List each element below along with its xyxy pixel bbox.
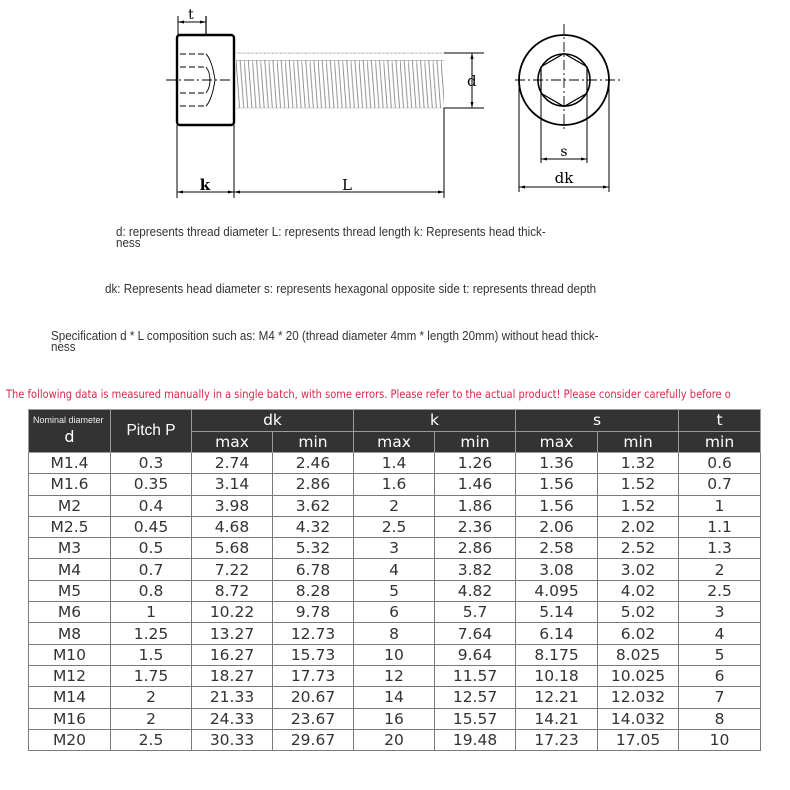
cell-s-min: 10.025 [598, 665, 679, 686]
legend-note-1-text: d: represents thread diameter L: represents thread length k: Represents head thick- [116, 225, 546, 239]
table-row [29, 559, 761, 580]
cell-s-max: 17.23 [516, 729, 598, 750]
cell-pitch: 1.5 [111, 644, 192, 665]
cell-d: M1.4 [29, 453, 111, 474]
end-view [515, 24, 620, 192]
cell-k-min: 2.36 [435, 516, 516, 537]
table-row [29, 516, 761, 537]
legend-note-1 [116, 227, 546, 249]
cell-s-max: 5.14 [516, 602, 598, 623]
cell-k-max: 3 [354, 538, 435, 559]
cell-k-max: 5 [354, 580, 435, 601]
cell-d: M1.6 [29, 474, 111, 495]
table-row [29, 687, 761, 708]
cell-s-max: 14.21 [516, 708, 598, 729]
cell-t-min: 1.1 [679, 516, 761, 537]
label-t: t [188, 7, 194, 23]
table-row [29, 453, 761, 474]
cell-k-max: 8 [354, 623, 435, 644]
cell-s-max: 8.175 [516, 644, 598, 665]
cell-d: M2.5 [29, 516, 111, 537]
header-nominal-diameter [29, 410, 111, 453]
cell-k-min: 1.86 [435, 495, 516, 516]
cell-pitch: 2 [111, 687, 192, 708]
cell-k-min: 4.82 [435, 580, 516, 601]
cell-dk-min: 8.28 [273, 580, 354, 601]
cell-k-max: 6 [354, 602, 435, 623]
cell-s-min: 2.52 [598, 538, 679, 559]
header-row-groups [29, 410, 761, 432]
cell-s-max: 4.095 [516, 580, 598, 601]
table-body [29, 453, 761, 751]
cell-t-min: 2.5 [679, 580, 761, 601]
header-dk: dk [192, 410, 354, 432]
cell-pitch: 1.75 [111, 665, 192, 686]
cell-k-min: 5.7 [435, 602, 516, 623]
spec-note-text: Specification d * L composition such as: M4 * 20 (thread diameter 4mm * length 20mm) without head thick- [51, 329, 599, 343]
cell-k-max: 12 [354, 665, 435, 686]
cell-pitch: 1 [111, 602, 192, 623]
cell-s-min: 2.02 [598, 516, 679, 537]
header-t: t [679, 410, 761, 432]
header-k-min: min [435, 431, 516, 453]
cell-dk-min: 6.78 [273, 559, 354, 580]
cell-t-min: 0.6 [679, 453, 761, 474]
cell-dk-max: 18.27 [192, 665, 273, 686]
spec-note-cont: ness [51, 340, 76, 354]
header-pitch: Pitch P [111, 410, 192, 453]
cell-s-min: 1.52 [598, 474, 679, 495]
table-row [29, 538, 761, 559]
cell-dk-max: 5.68 [192, 538, 273, 559]
cell-s-min: 1.32 [598, 453, 679, 474]
cell-dk-max: 16.27 [192, 644, 273, 665]
spec-note [51, 331, 599, 353]
cell-s-min: 6.02 [598, 623, 679, 644]
cell-dk-max: 13.27 [192, 623, 273, 644]
cell-s-max: 6.14 [516, 623, 598, 644]
cell-t-min: 4 [679, 623, 761, 644]
cell-s-min: 5.02 [598, 602, 679, 623]
cell-dk-min: 23.67 [273, 708, 354, 729]
header-s-max: max [516, 431, 598, 453]
header-k: k [354, 410, 516, 432]
cell-k-max: 1.6 [354, 474, 435, 495]
cell-s-min: 17.05 [598, 729, 679, 750]
cell-k-min: 1.46 [435, 474, 516, 495]
screw-diagram [0, 0, 790, 205]
cell-t-min: 0.7 [679, 474, 761, 495]
cell-dk-min: 5.32 [273, 538, 354, 559]
cell-dk-min: 4.32 [273, 516, 354, 537]
cell-dk-max: 3.14 [192, 474, 273, 495]
table-row [29, 708, 761, 729]
cell-dk-max: 7.22 [192, 559, 273, 580]
cell-dk-max: 3.98 [192, 495, 273, 516]
header-t-min: min [679, 431, 761, 453]
cell-k-min: 11.57 [435, 665, 516, 686]
cell-t-min: 10 [679, 729, 761, 750]
cell-dk-min: 9.78 [273, 602, 354, 623]
header-nominal-small: Nominal diameter [33, 414, 104, 425]
cell-k-max: 20 [354, 729, 435, 750]
cell-d: M20 [29, 729, 111, 750]
cell-s-min: 3.02 [598, 559, 679, 580]
cell-k-max: 2 [354, 495, 435, 516]
cell-dk-max: 21.33 [192, 687, 273, 708]
cell-t-min: 5 [679, 644, 761, 665]
cell-s-min: 1.52 [598, 495, 679, 516]
label-d: d [467, 72, 477, 90]
cell-t-min: 1.3 [679, 538, 761, 559]
cell-k-min: 1.26 [435, 453, 516, 474]
cell-d: M14 [29, 687, 111, 708]
table-row [29, 729, 761, 750]
cell-d: M3 [29, 538, 111, 559]
cell-t-min: 6 [679, 665, 761, 686]
table-row [29, 644, 761, 665]
label-L: L [342, 176, 352, 194]
cell-pitch: 2 [111, 708, 192, 729]
cell-s-min: 8.025 [598, 644, 679, 665]
cell-d: M2 [29, 495, 111, 516]
cell-s-min: 12.032 [598, 687, 679, 708]
cell-s-max: 12.21 [516, 687, 598, 708]
header-s: s [516, 410, 679, 432]
cell-s-max: 2.06 [516, 516, 598, 537]
label-s: s [560, 144, 568, 160]
cell-k-max: 2.5 [354, 516, 435, 537]
cell-dk-max: 24.33 [192, 708, 273, 729]
cell-pitch: 0.8 [111, 580, 192, 601]
cell-t-min: 7 [679, 687, 761, 708]
cell-d: M5 [29, 580, 111, 601]
cell-s-max: 3.08 [516, 559, 598, 580]
cell-k-min: 15.57 [435, 708, 516, 729]
cell-dk-max: 2.74 [192, 453, 273, 474]
warning-text: The following data is measured manually in a single batch, with some errors. Please refer to the actual product! Please consider carefully before o [6, 387, 731, 401]
header-nominal-d: d [64, 426, 75, 446]
cell-dk-max: 4.68 [192, 516, 273, 537]
cell-d: M4 [29, 559, 111, 580]
header-s-min: min [598, 431, 679, 453]
cell-pitch: 0.5 [111, 538, 192, 559]
cell-t-min: 2 [679, 559, 761, 580]
cell-pitch: 0.3 [111, 453, 192, 474]
cell-k-max: 10 [354, 644, 435, 665]
label-k: k [199, 176, 211, 194]
cell-t-min: 8 [679, 708, 761, 729]
cell-pitch: 0.35 [111, 474, 192, 495]
cell-dk-min: 3.62 [273, 495, 354, 516]
cell-dk-min: 2.86 [273, 474, 354, 495]
cell-k-min: 12.57 [435, 687, 516, 708]
cell-dk-min: 12.73 [273, 623, 354, 644]
cell-d: M6 [29, 602, 111, 623]
cell-d: M12 [29, 665, 111, 686]
cell-d: M10 [29, 644, 111, 665]
cell-pitch: 0.7 [111, 559, 192, 580]
table-row [29, 474, 761, 495]
cell-s-max: 1.36 [516, 453, 598, 474]
legend-note-2-text: dk: Represents head diameter s: represents hexagonal opposite side t: represents thread depth [105, 282, 597, 296]
cell-k-min: 7.64 [435, 623, 516, 644]
cell-k-max: 14 [354, 687, 435, 708]
header-dk-min: min [273, 431, 354, 453]
table-row [29, 623, 761, 644]
cell-t-min: 3 [679, 602, 761, 623]
cell-k-max: 16 [354, 708, 435, 729]
legend-note-1-cont: ness [116, 236, 141, 250]
cell-dk-min: 2.46 [273, 453, 354, 474]
cell-k-min: 3.82 [435, 559, 516, 580]
cell-k-min: 19.48 [435, 729, 516, 750]
cell-dk-min: 29.67 [273, 729, 354, 750]
cell-k-min: 2.86 [435, 538, 516, 559]
cell-s-max: 1.56 [516, 474, 598, 495]
cell-s-min: 14.032 [598, 708, 679, 729]
cell-dk-max: 30.33 [192, 729, 273, 750]
side-view [166, 7, 484, 198]
cell-s-max: 1.56 [516, 495, 598, 516]
cell-s-max: 2.58 [516, 538, 598, 559]
cell-k-max: 4 [354, 559, 435, 580]
table-row [29, 580, 761, 601]
cell-s-max: 10.18 [516, 665, 598, 686]
cell-dk-min: 15.73 [273, 644, 354, 665]
cell-pitch: 2.5 [111, 729, 192, 750]
table-row [29, 665, 761, 686]
cell-pitch: 0.4 [111, 495, 192, 516]
legend-note-2 [105, 284, 596, 295]
cell-dk-max: 8.72 [192, 580, 273, 601]
cell-dk-min: 20.67 [273, 687, 354, 708]
cell-k-max: 1.4 [354, 453, 435, 474]
cell-dk-min: 17.73 [273, 665, 354, 686]
cell-dk-max: 10.22 [192, 602, 273, 623]
header-k-max: max [354, 431, 435, 453]
label-dk: dk [554, 169, 574, 187]
cell-k-min: 9.64 [435, 644, 516, 665]
cell-t-min: 1 [679, 495, 761, 516]
cell-pitch: 0.45 [111, 516, 192, 537]
table-row [29, 495, 761, 516]
table-row [29, 602, 761, 623]
cell-s-min: 4.02 [598, 580, 679, 601]
screw-spec-table [28, 409, 761, 751]
header-dk-max: max [192, 431, 273, 453]
cell-d: M8 [29, 623, 111, 644]
cell-pitch: 1.25 [111, 623, 192, 644]
cell-d: M16 [29, 708, 111, 729]
